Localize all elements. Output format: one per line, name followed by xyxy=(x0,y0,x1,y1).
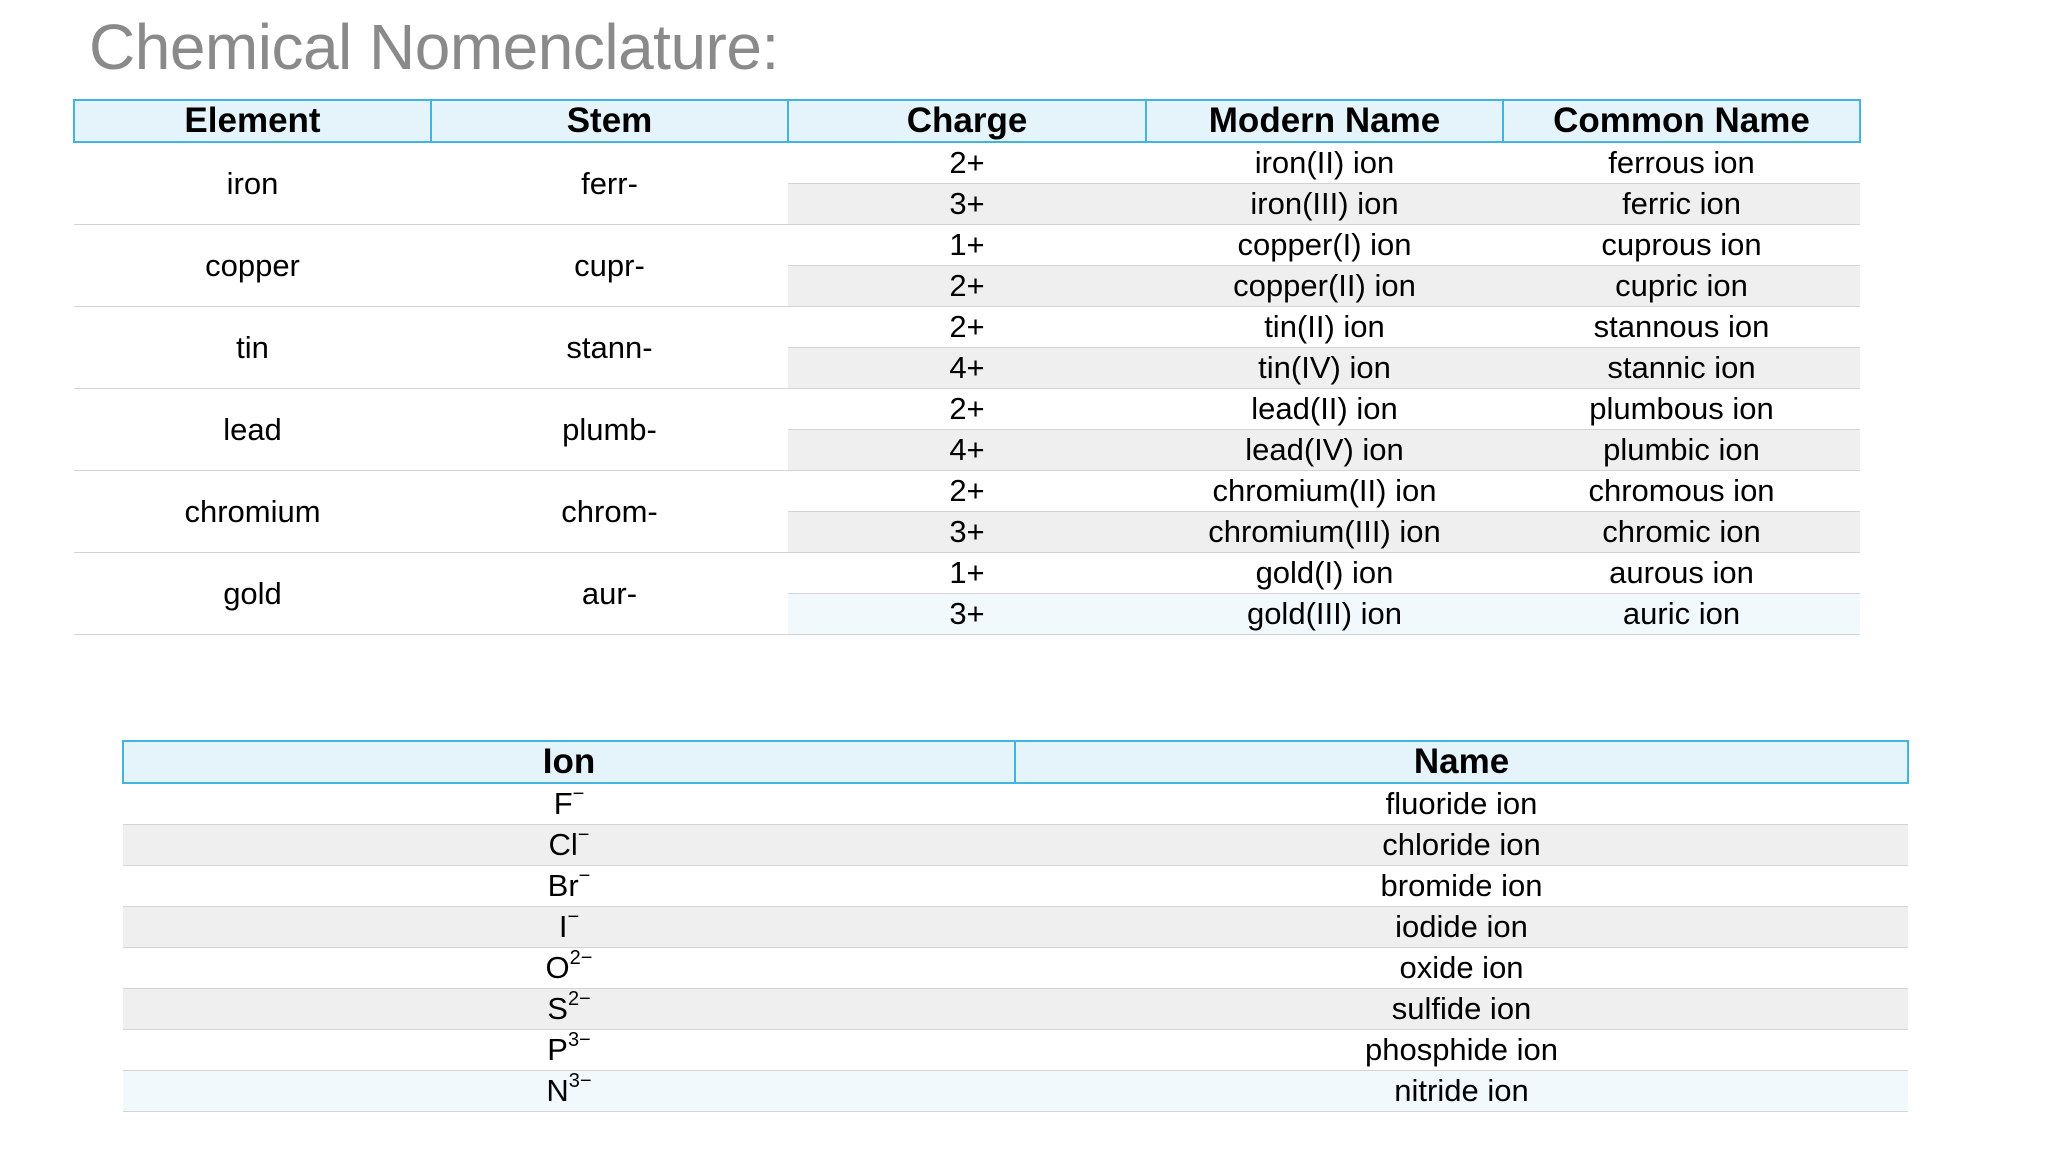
ion-cell xyxy=(123,783,1015,825)
table-row xyxy=(74,142,1860,184)
modern-name-cell: copper(I) ion xyxy=(1146,225,1503,266)
ion-name-cell: phosphide ion xyxy=(1015,1030,1908,1071)
table-row xyxy=(123,825,1908,866)
charge-cell: 3+ xyxy=(788,512,1146,553)
ion-symbol: S xyxy=(547,991,568,1026)
ion-name-cell: iodide ion xyxy=(1015,907,1908,948)
ion-symbol: Cl xyxy=(548,827,578,862)
ion-symbol: P xyxy=(547,1032,568,1067)
common-name-cell: ferrous ion xyxy=(1503,142,1860,184)
modern-name-cell: lead(IV) ion xyxy=(1146,430,1503,471)
charge-cell: 2+ xyxy=(788,471,1146,512)
charge-cell: 4+ xyxy=(788,430,1146,471)
element-cell: copper xyxy=(74,225,431,307)
ion-symbol: I xyxy=(558,909,568,944)
charge-cell: 3+ xyxy=(788,594,1146,635)
ion-name-cell: nitride ion xyxy=(1015,1071,1908,1112)
table-row xyxy=(74,553,1860,594)
charge-cell: 1+ xyxy=(788,225,1146,266)
modern-name-cell: gold(III) ion xyxy=(1146,594,1503,635)
header-common-name: Common Name xyxy=(1503,100,1860,142)
ion-charge: 2− xyxy=(567,988,591,1010)
common-name-cell: plumbous ion xyxy=(1503,389,1860,430)
ion-symbol: O xyxy=(545,950,570,985)
ion-charge: − xyxy=(572,783,585,805)
ion-symbol: N xyxy=(546,1073,569,1108)
page-title: Chemical Nomenclature: xyxy=(89,11,779,83)
cation-header-row xyxy=(74,100,1860,142)
cation-naming-table xyxy=(73,99,1861,635)
table-row xyxy=(74,307,1860,348)
ion-charge: 2− xyxy=(569,947,593,969)
modern-name-cell: gold(I) ion xyxy=(1146,553,1503,594)
ion-cell xyxy=(123,1030,1015,1071)
table-row xyxy=(74,225,1860,266)
charge-cell: 2+ xyxy=(788,307,1146,348)
element-cell: chromium xyxy=(74,471,431,553)
ion-cell xyxy=(123,907,1015,948)
element-cell: gold xyxy=(74,553,431,635)
charge-cell: 2+ xyxy=(788,142,1146,184)
ion-name-cell: oxide ion xyxy=(1015,948,1908,989)
table-row xyxy=(123,907,1908,948)
ion-name-cell: fluoride ion xyxy=(1015,783,1908,825)
ion-cell xyxy=(123,948,1015,989)
table-row xyxy=(123,866,1908,907)
header-name: Name xyxy=(1015,741,1908,783)
anion-header-row xyxy=(123,741,1908,783)
header-stem: Stem xyxy=(431,100,788,142)
ion-charge: − xyxy=(567,906,580,928)
charge-cell: 2+ xyxy=(788,266,1146,307)
charge-cell: 1+ xyxy=(788,553,1146,594)
ion-name-cell: bromide ion xyxy=(1015,866,1908,907)
charge-cell: 2+ xyxy=(788,389,1146,430)
element-cell: lead xyxy=(74,389,431,471)
common-name-cell: ferric ion xyxy=(1503,184,1860,225)
ion-name-cell: chloride ion xyxy=(1015,825,1908,866)
modern-name-cell: lead(II) ion xyxy=(1146,389,1503,430)
common-name-cell: stannic ion xyxy=(1503,348,1860,389)
ion-cell xyxy=(123,989,1015,1030)
ion-cell xyxy=(123,866,1015,907)
ion-charge: − xyxy=(577,824,590,846)
common-name-cell: aurous ion xyxy=(1503,553,1860,594)
modern-name-cell: chromium(III) ion xyxy=(1146,512,1503,553)
modern-name-cell: iron(II) ion xyxy=(1146,142,1503,184)
element-cell: iron xyxy=(74,142,431,225)
ion-charge: 3− xyxy=(567,1029,591,1051)
modern-name-cell: tin(II) ion xyxy=(1146,307,1503,348)
ion-cell xyxy=(123,825,1015,866)
stem-cell: ferr- xyxy=(431,142,788,225)
table-row xyxy=(123,783,1908,825)
header-modern-name: Modern Name xyxy=(1146,100,1503,142)
ion-symbol: F xyxy=(553,786,573,821)
common-name-cell: auric ion xyxy=(1503,594,1860,635)
table-row xyxy=(123,989,1908,1030)
table-row xyxy=(74,389,1860,430)
charge-cell: 4+ xyxy=(788,348,1146,389)
ion-charge: − xyxy=(578,865,591,887)
stem-cell: stann- xyxy=(431,307,788,389)
modern-name-cell: copper(II) ion xyxy=(1146,266,1503,307)
element-cell: tin xyxy=(74,307,431,389)
common-name-cell: stannous ion xyxy=(1503,307,1860,348)
ion-symbol: Br xyxy=(547,868,579,903)
ion-name-cell: sulfide ion xyxy=(1015,989,1908,1030)
table-row xyxy=(123,1071,1908,1112)
modern-name-cell: tin(IV) ion xyxy=(1146,348,1503,389)
anion-naming-table xyxy=(122,740,1909,1112)
common-name-cell: cuprous ion xyxy=(1503,225,1860,266)
common-name-cell: chromic ion xyxy=(1503,512,1860,553)
ion-cell xyxy=(123,1071,1015,1112)
stem-cell: chrom- xyxy=(431,471,788,553)
stem-cell: plumb- xyxy=(431,389,788,471)
table-row xyxy=(74,471,1860,512)
table-row xyxy=(123,948,1908,989)
ion-charge: 3− xyxy=(568,1070,592,1092)
common-name-cell: plumbic ion xyxy=(1503,430,1860,471)
header-charge: Charge xyxy=(788,100,1146,142)
modern-name-cell: iron(III) ion xyxy=(1146,184,1503,225)
common-name-cell: cupric ion xyxy=(1503,266,1860,307)
common-name-cell: chromous ion xyxy=(1503,471,1860,512)
charge-cell: 3+ xyxy=(788,184,1146,225)
header-element: Element xyxy=(74,100,431,142)
modern-name-cell: chromium(II) ion xyxy=(1146,471,1503,512)
table-row xyxy=(123,1030,1908,1071)
stem-cell: aur- xyxy=(431,553,788,635)
stem-cell: cupr- xyxy=(431,225,788,307)
header-ion: Ion xyxy=(123,741,1015,783)
